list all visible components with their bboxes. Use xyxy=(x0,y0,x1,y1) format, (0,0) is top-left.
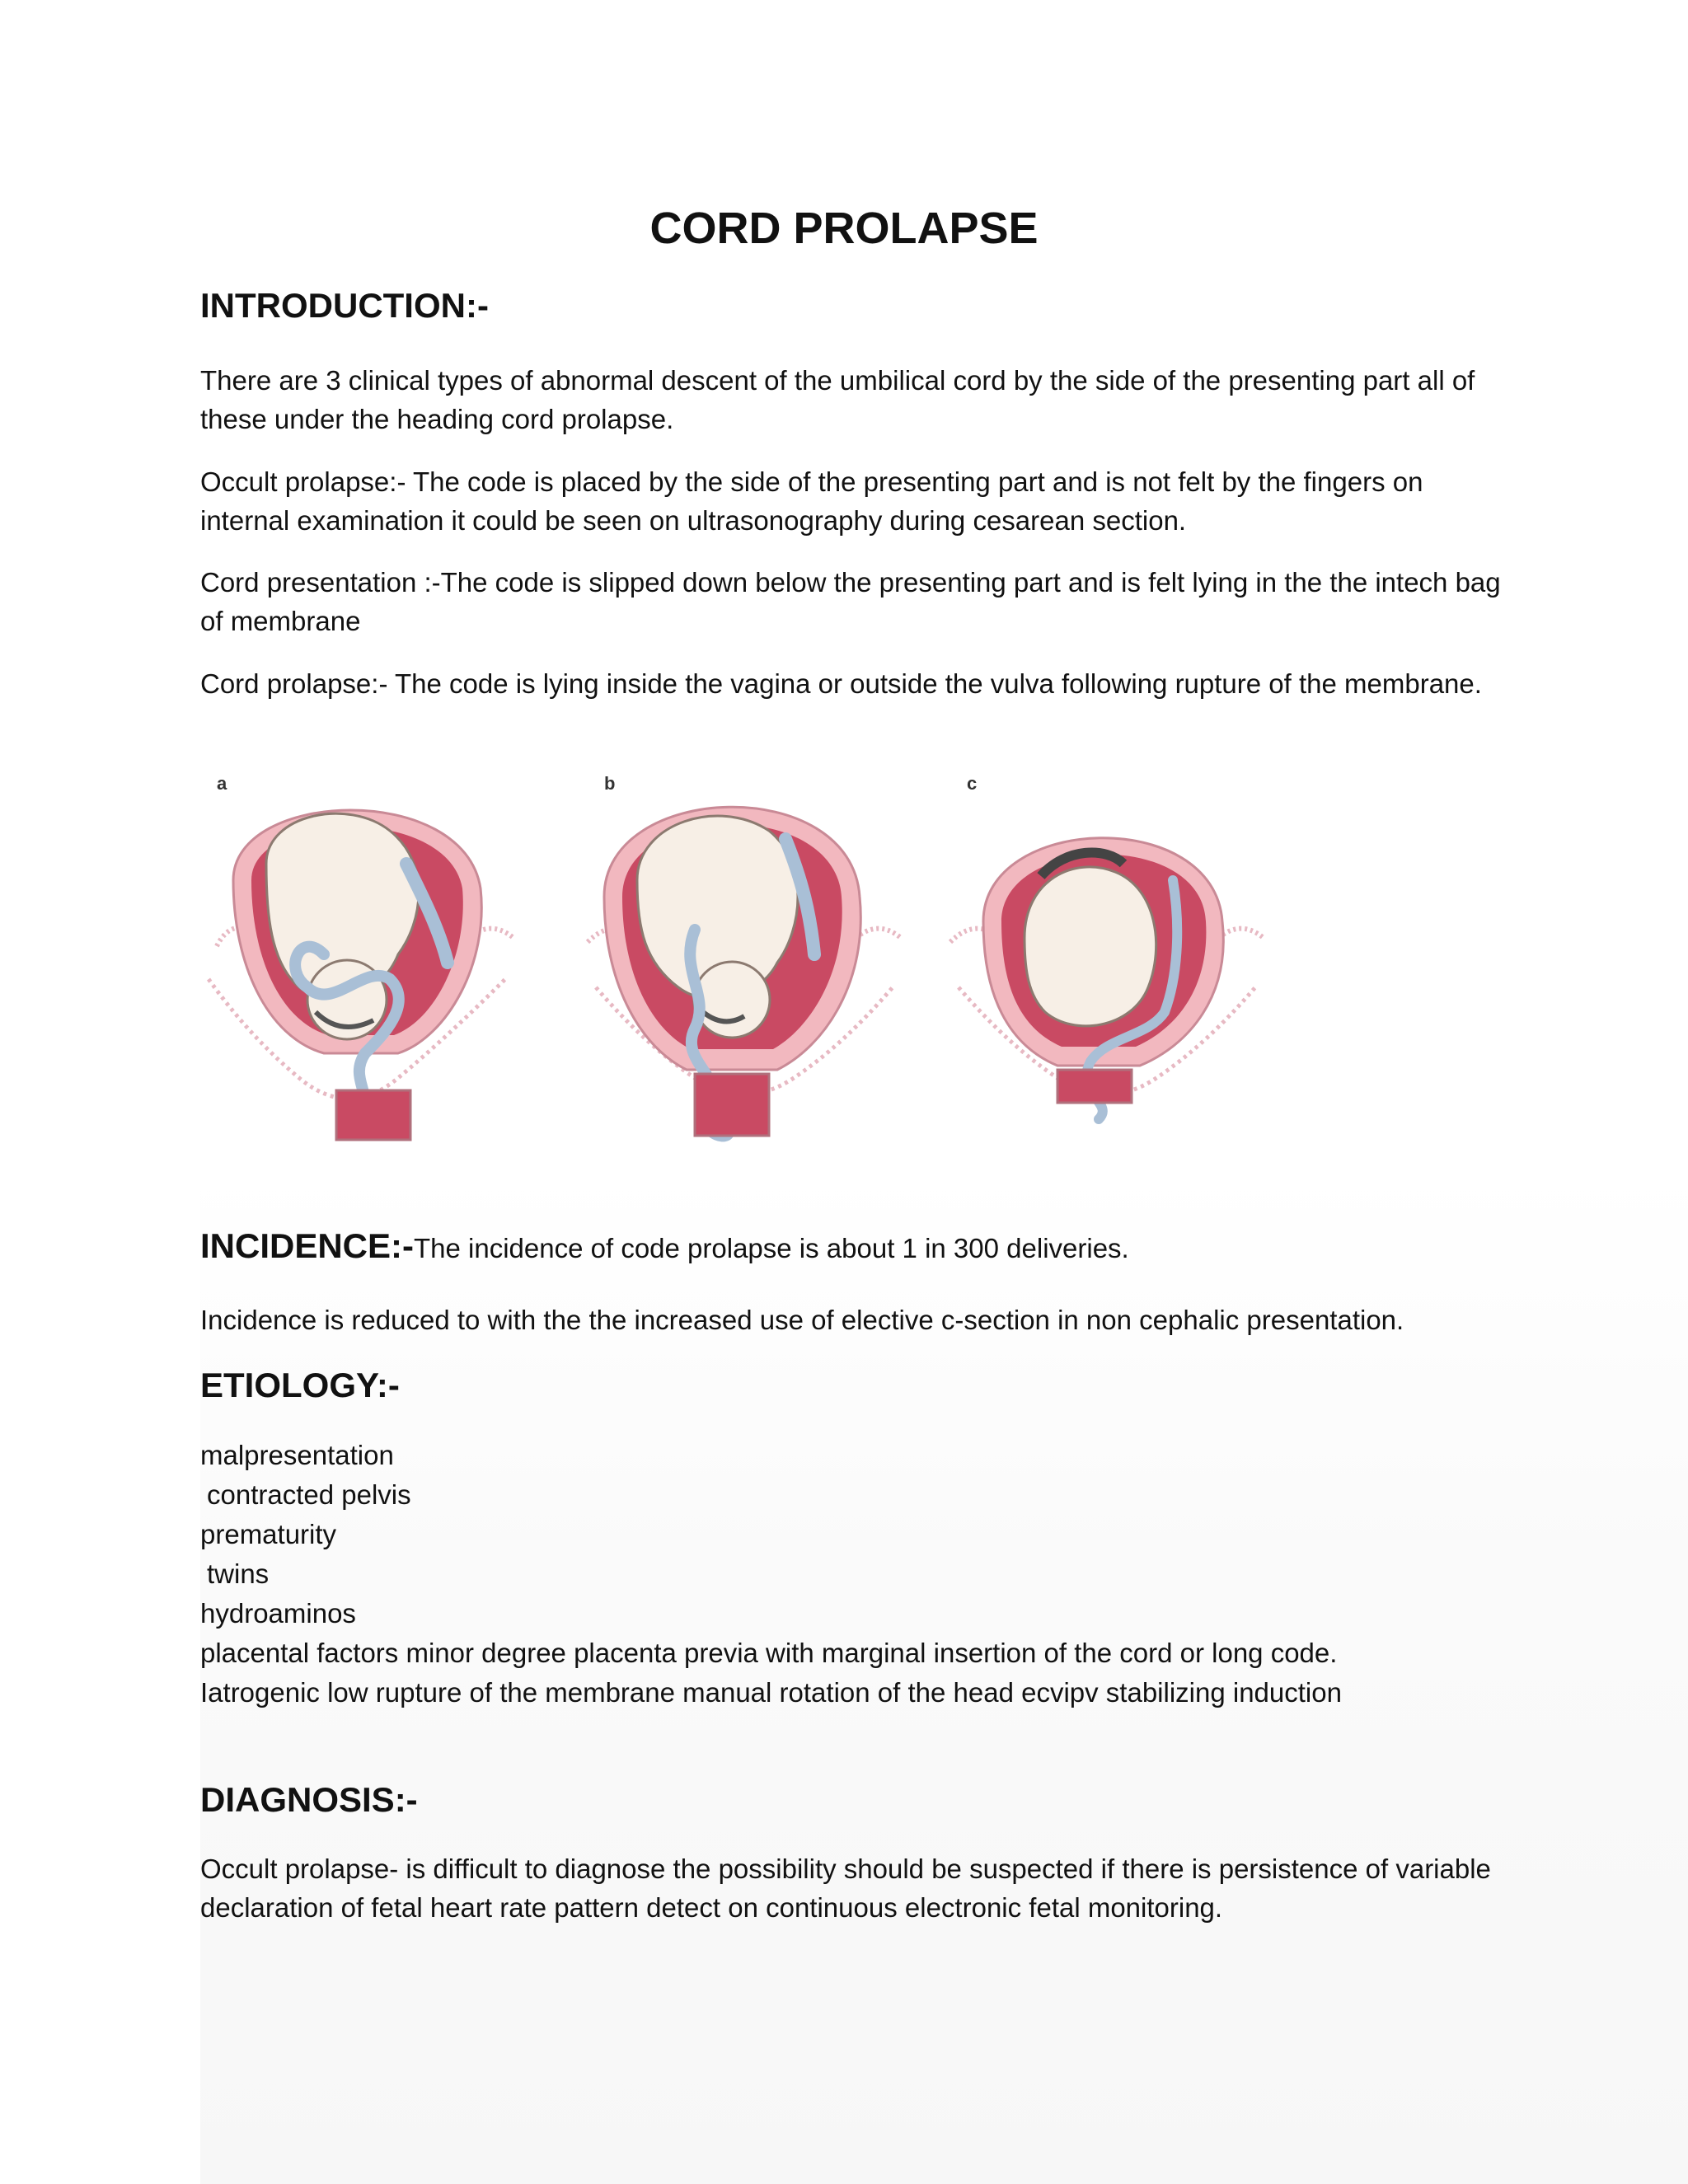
figure-panel-b xyxy=(588,773,901,1136)
etiology-item: contracted pelvis xyxy=(207,1479,411,1510)
page-title: CORD PROLAPSE xyxy=(649,204,1039,253)
etiology-item: hydroaminos xyxy=(200,1598,356,1629)
diagnosis-paragraph: Occult prolapse- is difficult to diagnose the possibility should be suspected if there is persistence of variable declaration of fetal heart rate pattern detect on continuous electronic fetal monitoring. xyxy=(200,1854,1491,1923)
etiology-item: Iatrogenic low rupture of the membrane manual rotation of the head ecvipv stabilizing induction xyxy=(200,1677,1342,1708)
intro-paragraph-presentation: Cord presentation :-The code is slipped down below the presenting part and is felt lying in the the intech bag of membrane xyxy=(200,567,1501,636)
incidence-paragraph: Incidence is reduced to with the the increased use of elective c-section in non cephalic presentation. xyxy=(200,1305,1404,1335)
etiology-item: twins xyxy=(207,1558,270,1589)
cord-prolapse-illustration xyxy=(200,765,1387,1152)
etiology-item: prematurity xyxy=(200,1519,337,1549)
incidence-heading: INCIDENCE:- xyxy=(200,1226,414,1265)
figure-label-b: b xyxy=(604,773,616,794)
figure-label-a: a xyxy=(217,773,227,794)
intro-paragraph-prolapse: Cord prolapse:- The code is lying inside the vagina or outside the vulva following rupture of the membrane. xyxy=(200,668,1482,699)
incidence-line xyxy=(200,1226,1129,1266)
figure-label-c: c xyxy=(967,773,978,794)
intro-paragraph-1: There are 3 clinical types of abnormal descent of the umbilical cord by the side of the presenting part all of these under the heading cord prolapse. xyxy=(200,365,1475,434)
introduction-heading: INTRODUCTION:- xyxy=(200,286,489,325)
etiology-item: placental factors minor degree placenta previa with marginal insertion of the cord or long code. xyxy=(200,1638,1338,1668)
intro-paragraph-occult: Occult prolapse:- The code is placed by the side of the presenting part and is not felt by the fingers on internal examination it could be seen on ultrasonography during cesarean section. xyxy=(200,466,1423,536)
etiology-list xyxy=(200,1436,1511,1713)
figure-panel-c xyxy=(950,773,1264,1119)
figure-panel-a xyxy=(209,773,513,1140)
diagnosis-heading: DIAGNOSIS:- xyxy=(200,1780,418,1819)
etiology-item: malpresentation xyxy=(200,1440,394,1470)
incidence-inline-text: The incidence of code prolapse is about 1 in 300 deliveries. xyxy=(414,1233,1129,1263)
etiology-heading: ETIOLOGY:- xyxy=(200,1366,400,1404)
